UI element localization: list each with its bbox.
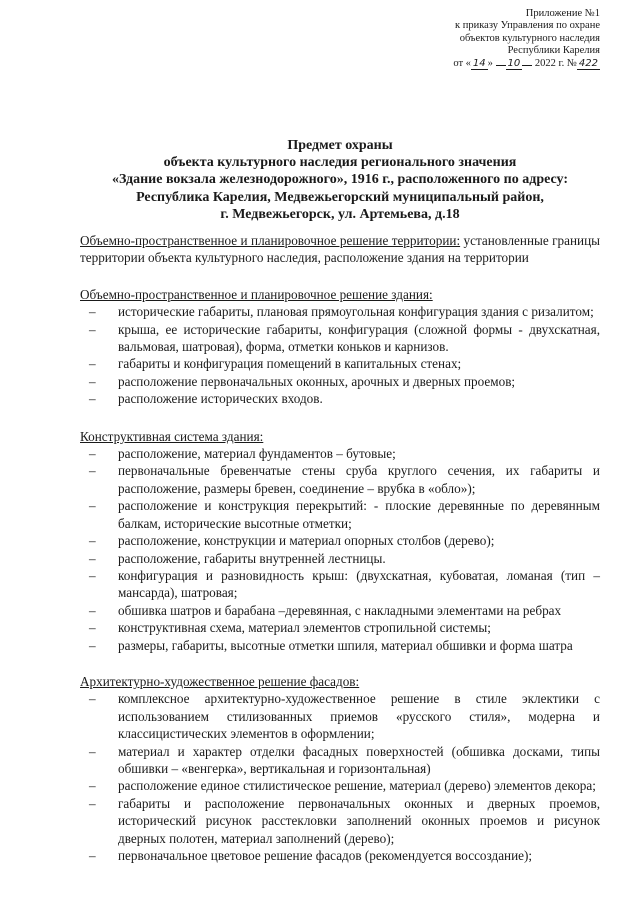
section-heading-building-plan: Объемно-пространственное и планировочное решение здания: xyxy=(80,286,433,302)
list-item-text: расположение, конструкции и материал опорных столбов (дерево); xyxy=(118,533,495,549)
list-item xyxy=(80,497,600,532)
title-line-2: объекта культурного наследия регионального значения xyxy=(163,155,517,171)
list-item xyxy=(80,303,600,320)
dash-bullet: – xyxy=(89,637,96,653)
dash-bullet: – xyxy=(89,356,96,372)
list-item xyxy=(80,355,600,372)
handwritten-month: 10 xyxy=(507,57,521,69)
document-body xyxy=(80,232,600,883)
facades-list xyxy=(80,690,600,864)
handwritten-number: 422 xyxy=(578,57,598,69)
dash-bullet: – xyxy=(89,743,96,759)
appendix-line-4: Республики Карелия xyxy=(507,45,600,57)
list-item-text: крыша, ее исторические габариты, конфигурация (сложной формы - двухскатная, вальмовая, шатровая), форма, отметки коньков и карнизов. xyxy=(118,321,600,355)
list-item xyxy=(80,550,600,567)
dash-bullet: – xyxy=(89,533,96,549)
list-item xyxy=(80,602,600,619)
date-prefix: от « xyxy=(453,57,471,69)
dash-bullet: – xyxy=(89,373,96,389)
section-building-plan xyxy=(80,286,600,408)
title-line-1: Предмет охраны xyxy=(287,138,393,153)
list-item xyxy=(80,637,600,654)
list-item xyxy=(80,795,600,847)
list-item xyxy=(80,743,600,778)
list-item-text: первоначальные бревенчатые стены сруба круглого сечения, их габариты и расположение, размеры бревен, соединение – врубка в «обло»); xyxy=(118,463,600,496)
structural-system-list xyxy=(80,445,600,654)
list-item-text: обшивка шатров и барабана –деревянная, с накладными элементами на ребрах xyxy=(118,602,562,618)
document-title xyxy=(80,137,600,223)
section-heading-facades: Архитектурно-художественное решение фасадов: xyxy=(80,673,360,689)
section-heading-structural-system: Конструктивная система здания: xyxy=(80,428,264,444)
list-item xyxy=(80,619,600,636)
list-item-text: размеры, габариты, высотные отметки шпиля, материал обшивки и форма шатра xyxy=(118,637,573,653)
list-item-text: расположение исторических входов. xyxy=(118,391,323,407)
list-item-text: конструктивная схема, материал элементов стропильной системы; xyxy=(118,620,491,636)
list-item-text: расположение первоначальных оконных, арочных и дверных проемов; xyxy=(118,373,516,389)
dash-bullet: – xyxy=(89,848,96,863)
dash-bullet: – xyxy=(89,463,96,479)
dash-bullet: – xyxy=(89,550,96,566)
building-plan-list xyxy=(80,303,600,407)
list-item-text: конфигурация и разновидность крыш: (двухскатная, кубоватая, ломаная (тип – мансарда), шатровая; xyxy=(118,567,600,601)
section-heading-territory: Объемно-пространственное и планировочное решение территории: xyxy=(80,233,461,248)
handwritten-day: 14 xyxy=(472,57,486,69)
dash-bullet: – xyxy=(89,795,96,811)
appendix-header xyxy=(360,8,600,70)
section-structural-system xyxy=(80,428,600,654)
section-facades xyxy=(80,673,600,864)
title-line-3: «Здание вокзала железнодорожного», 1916 г., расположенного по адресу: xyxy=(111,172,569,188)
date-separator: » xyxy=(487,57,493,69)
list-item xyxy=(80,690,600,742)
section-territory xyxy=(80,232,600,267)
dash-bullet: – xyxy=(89,498,96,514)
list-item xyxy=(80,847,600,864)
dash-bullet: – xyxy=(89,778,96,794)
section-text-territory: установленные границы территории объекта культурного наследия, расположение здания на территории xyxy=(80,233,600,266)
list-item-text: расположение, материал фундаментов – бутовые; xyxy=(118,446,396,462)
list-item-text: исторические габариты, плановая прямоугольная конфигурация здания с ризалитом; xyxy=(118,304,594,320)
dash-bullet: – xyxy=(89,391,96,407)
dash-bullet: – xyxy=(89,321,96,337)
blank-line xyxy=(522,65,532,66)
list-item xyxy=(80,567,600,602)
list-item xyxy=(80,777,600,794)
blank-line xyxy=(496,65,506,66)
dash-bullet: – xyxy=(89,446,96,462)
list-item-text: габариты и расположение первоначальных оконных и дверных проемов, исторический рисунок расстекловки заполнений оконных проемов и рисунок дверных полотен, материал заполнений (дерево); xyxy=(118,795,600,846)
list-item xyxy=(80,321,600,356)
list-item xyxy=(80,390,600,407)
appendix-date-line xyxy=(360,58,600,70)
dash-bullet: – xyxy=(89,304,96,320)
appendix-line-1: Приложение №1 xyxy=(525,8,600,19)
list-item-text: расположение, габариты внутренней лестницы. xyxy=(118,550,386,566)
dash-bullet: – xyxy=(89,620,96,636)
list-item xyxy=(80,462,600,497)
dash-bullet: – xyxy=(89,602,96,618)
list-item xyxy=(80,532,600,549)
title-line-5: г. Медвежьегорск, ул. Артемьева, д.18 xyxy=(220,206,460,222)
title-line-4: Республика Карелия, Медвежьегорский муниципальный район, xyxy=(136,189,544,205)
dash-bullet: – xyxy=(89,567,96,583)
appendix-line-3: объектов культурного наследия xyxy=(459,32,600,44)
list-item-text: первоначальное цветовое решение фасадов (рекомендуется воссоздание); xyxy=(118,848,533,863)
list-item xyxy=(80,373,600,390)
list-item-text: расположение единое стилистическое решение, материал (дерево) элементов декора; xyxy=(118,778,596,794)
list-item xyxy=(80,445,600,462)
list-item-text: комплексное архитектурно-художественное решение в стиле эклектики с использованием стилизованных приемов «русского стиля», модерна и классицистических элементов в оформлении; xyxy=(118,691,600,742)
appendix-line-2: к приказу Управления по охране xyxy=(455,20,600,32)
list-item-text: материал и характер отделки фасадных поверхностей (обшивка досками, типы обшивки – «венгерка», вертикальная и горизонтальная) xyxy=(118,743,600,776)
dash-bullet: – xyxy=(89,691,96,707)
date-year-text: 2022 г. № xyxy=(534,57,577,69)
list-item-text: габариты и конфигурация помещений в капитальных стенах; xyxy=(118,356,462,372)
list-item-text: расположение и конструкция перекрытий: - плоские деревянные по деревянным балкам, исторические высотные отметки; xyxy=(118,498,600,531)
